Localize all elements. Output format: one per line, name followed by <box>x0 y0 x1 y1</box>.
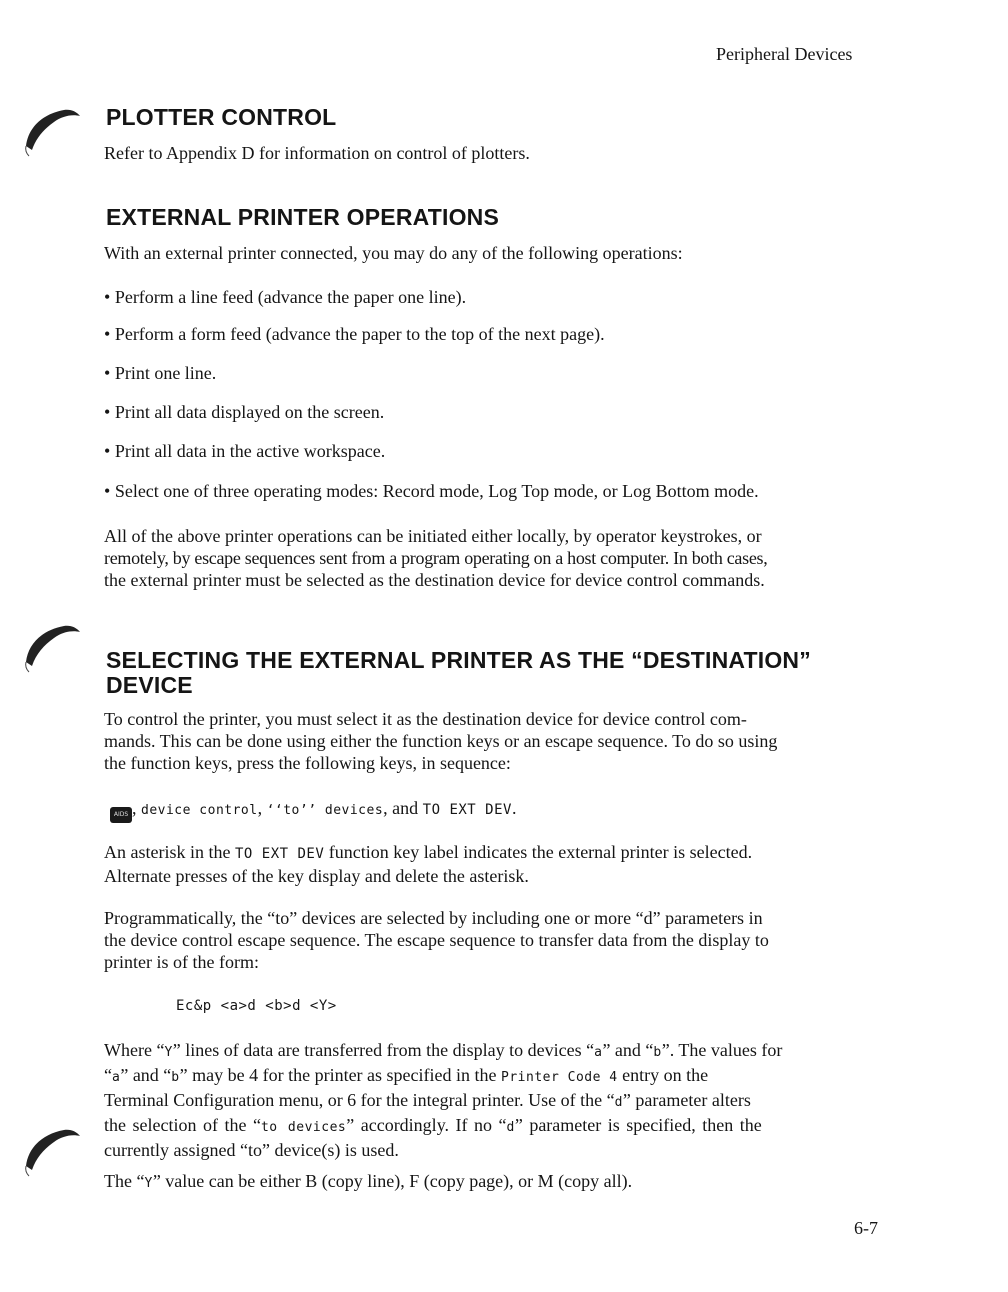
text: Where “ <box>104 1040 165 1060</box>
destination-device-paragraph <box>104 708 877 774</box>
text: the selection of the “ <box>104 1115 261 1135</box>
softkey-device-control: device control <box>141 803 258 818</box>
y-value-paragraph <box>104 1170 632 1195</box>
code-b: b <box>653 1045 662 1060</box>
plotter-control-text: Refer to Appendix D for information on control of plotters. <box>104 143 530 163</box>
paragraph-line: remotely, by escape sequences sent from a program operating on a host computer. In both cases, <box>104 548 768 568</box>
list-item: • Print all data in the active workspace. <box>104 441 386 461</box>
page-number: 6-7 <box>854 1218 878 1238</box>
text: ” parameter alters <box>622 1090 751 1110</box>
paragraph-line: printer is of the form: <box>104 952 259 972</box>
running-header: Peripheral Devices <box>716 44 853 64</box>
code-printer-code-4: Printer Code 4 <box>501 1070 618 1085</box>
code-a: a <box>594 1045 603 1060</box>
code-b: b <box>171 1070 180 1085</box>
text: ” value can be either B (copy line), F (copy page), or M (copy all). <box>152 1171 633 1191</box>
code-y: Y <box>144 1176 153 1191</box>
text: ” accordingly. If no “ <box>346 1115 507 1135</box>
text: Terminal Configuration menu, or 6 for the integral printer. Use of the “ <box>104 1090 615 1110</box>
code-y: Y <box>164 1045 173 1060</box>
text: An asterisk in the <box>104 842 231 862</box>
list-item: • Perform a line feed (advance the paper one line). <box>104 287 467 307</box>
printer-operations-paragraph <box>104 525 877 591</box>
text: entry on the <box>622 1065 709 1085</box>
paragraph-line: All of the above printer operations can be initiated either locally, by operator keystrokes, or <box>104 526 762 546</box>
section-heading-plotter-control: PLOTTER CONTROL <box>106 104 337 130</box>
paragraph-line: Alternate presses of the key display and delete the asterisk. <box>104 866 529 886</box>
margin-mark-icon <box>22 98 82 158</box>
list-item-text: Print all data in the active workspace. <box>114 441 386 461</box>
softkey-to-ext-dev: TO EXT DEV <box>422 802 512 818</box>
text: ”. The values for <box>661 1040 783 1060</box>
code-d: d <box>614 1095 623 1110</box>
text: ” and “ <box>120 1065 172 1085</box>
text: function key label indicates the external printer is selected. <box>328 842 753 862</box>
heading-line: SELECTING THE EXTERNAL PRINTER AS THE “DESTINATION” <box>106 647 811 673</box>
heading-line: DEVICE <box>106 672 193 698</box>
paragraph-line: mands. This can be done using either the function keys or an escape sequence. To do so using <box>104 731 778 751</box>
section-heading-external-printer-operations: EXTERNAL PRINTER OPERATIONS <box>106 204 500 230</box>
conjunction: and <box>392 798 419 818</box>
list-item-text: Print all data displayed on the screen. <box>114 402 385 422</box>
paragraph-line: Programmatically, the “to” devices are selected by including one or more “d” parameters in <box>104 908 763 928</box>
paragraph-line: the device control escape sequence. The escape sequence to transfer data from the display to <box>104 930 769 950</box>
asterisk-paragraph <box>104 841 877 887</box>
code-to-ext-dev: TO EXT DEV <box>234 846 325 862</box>
list-item-text: Perform a line feed (advance the paper one line). <box>114 287 467 307</box>
list-item: • Perform a form feed (advance the paper to the top of the next page). <box>104 324 605 344</box>
softkey-to-devices: ‘‘to’’ devices <box>266 803 384 818</box>
list-item: • Print all data displayed on the screen. <box>104 402 385 422</box>
list-item: • Print one line. <box>104 363 217 383</box>
escape-sequence-code: Ec&p <a>d <b>d <Y> <box>176 998 337 1014</box>
code-to-devices: to devices <box>260 1120 347 1135</box>
text: ” parameter is specified, then the <box>514 1115 762 1135</box>
list-item-text: Select one of three operating modes: Record mode, Log Top mode, or Log Bottom mode. <box>114 481 759 501</box>
programmatic-paragraph <box>104 907 877 973</box>
margin-mark-icon <box>22 614 82 674</box>
section-heading-selecting-external-printer <box>106 648 811 698</box>
text: “ <box>104 1065 112 1085</box>
key-sequence <box>110 797 516 823</box>
aids-key-icon: AIDS <box>110 807 132 823</box>
paragraph-line: currently assigned “to” device(s) is used. <box>104 1140 399 1160</box>
text: ” lines of data are transferred from the display to devices “ <box>172 1040 595 1060</box>
text: The “ <box>104 1171 145 1191</box>
operations-intro: With an external printer connected, you may do any of the following operations: <box>104 243 683 263</box>
list-item-text: Perform a form feed (advance the paper to the top of the next page). <box>114 324 605 344</box>
text: ” and “ <box>602 1040 654 1060</box>
list-item: • Select one of three operating modes: Record mode, Log Top mode, or Log Bottom mode. <box>104 481 759 501</box>
separator: , <box>383 798 388 818</box>
paragraph-line: To control the printer, you must select it as the destination device for device control com- <box>104 709 747 729</box>
escape-sequence-paragraph <box>104 1039 877 1161</box>
paragraph-line: the external printer must be selected as the destination device for device control commands. <box>104 570 765 590</box>
paragraph-line: the function keys, press the following keys, in sequence: <box>104 753 511 773</box>
separator: , <box>257 798 263 818</box>
separator: , <box>132 798 137 818</box>
code-d: d <box>506 1120 515 1135</box>
margin-mark-icon <box>22 1118 82 1178</box>
code-a: a <box>112 1070 121 1085</box>
list-item-text: Print one line. <box>114 363 217 383</box>
separator: . <box>511 798 517 818</box>
text: ” may be 4 for the printer as specified in the <box>179 1065 497 1085</box>
